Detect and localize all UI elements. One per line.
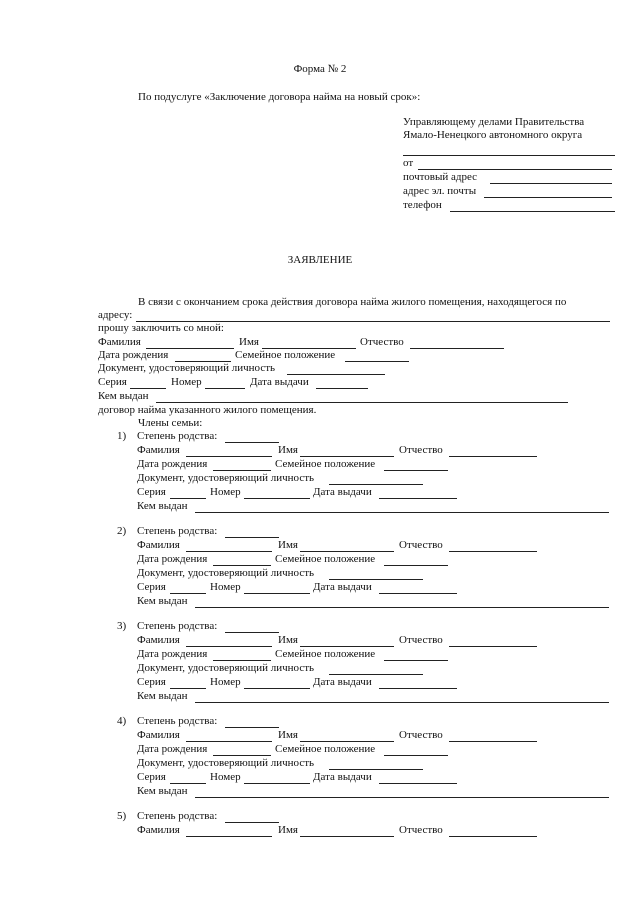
member-series-label: Серия — [137, 581, 166, 593]
member-name-field[interactable] — [300, 741, 394, 742]
member-number: 5) — [117, 810, 127, 822]
subservice-line: По подуслуге «Заключение договора найма на новый срок»: — [138, 91, 421, 103]
member-patronymic-field[interactable] — [449, 456, 537, 457]
member-issued-by-field[interactable] — [195, 797, 609, 798]
member-number: 3) — [117, 620, 127, 632]
member-issued-by-field[interactable] — [195, 607, 609, 608]
member-number: 2) — [117, 525, 127, 537]
member-patronymic-label: Отчество — [399, 539, 443, 551]
member-issued-by-label: Кем выдан — [137, 500, 188, 512]
member-name-label: Имя — [278, 444, 298, 456]
intro-text: В связи с окончанием срока действия договора найма жилого помещения, находящегося по — [138, 296, 567, 308]
member-birth-field[interactable] — [213, 470, 271, 471]
marital-field[interactable] — [345, 361, 409, 362]
member-birth-field[interactable] — [213, 755, 271, 756]
member-series-field[interactable] — [170, 498, 206, 499]
member-patronymic-field[interactable] — [449, 836, 537, 837]
member-marital-field[interactable] — [384, 470, 448, 471]
member-number-field[interactable] — [244, 593, 310, 594]
recipient-line-2: Ямало-Ненецкого автономного округа — [403, 129, 583, 141]
member-issued-by-field[interactable] — [195, 702, 609, 703]
contract-text: договор найма указанного жилого помещения. — [98, 404, 317, 416]
member-relation-label: Степень родства: — [137, 715, 218, 727]
member-issue-date-field[interactable] — [379, 593, 457, 594]
request-text: прошу заключить со мной: — [98, 322, 224, 334]
member-id-doc-label: Документ, удостоверяющий личность — [137, 662, 315, 674]
member-id-doc-field[interactable] — [329, 484, 423, 485]
patronymic-field[interactable] — [410, 348, 504, 349]
member-number-label: Номер — [210, 486, 241, 498]
issue-date-label: Дата выдачи — [250, 376, 309, 388]
member-birth-field[interactable] — [213, 565, 271, 566]
phone-label: телефон — [403, 199, 442, 211]
member-number: 4) — [117, 715, 127, 727]
member-id-doc-field[interactable] — [329, 769, 423, 770]
name-label: Имя — [239, 336, 259, 348]
member-name-label: Имя — [278, 539, 298, 551]
patronymic-label: Отчество — [360, 336, 404, 348]
member-issued-by-label: Кем выдан — [137, 595, 188, 607]
member-surname-field[interactable] — [186, 456, 272, 457]
address-label: адресу: — [98, 309, 133, 321]
member-number: 1) — [117, 430, 127, 442]
member-issued-by-label: Кем выдан — [137, 690, 188, 702]
member-surname-field[interactable] — [186, 646, 272, 647]
member-relation-field[interactable] — [225, 727, 279, 728]
member-relation-label: Степень родства: — [137, 810, 218, 822]
member-name-label: Имя — [278, 824, 298, 836]
member-number-label: Номер — [210, 676, 241, 688]
number-field[interactable] — [205, 388, 245, 389]
series-field[interactable] — [130, 388, 166, 389]
member-issued-by-label: Кем выдан — [137, 785, 188, 797]
member-issue-date-label: Дата выдачи — [313, 581, 372, 593]
member-surname-field[interactable] — [186, 836, 272, 837]
member-surname-label: Фамилия — [137, 824, 180, 836]
member-relation-label: Степень родства: — [137, 620, 218, 632]
member-series-field[interactable] — [170, 688, 206, 689]
id-doc-label: Документ, удостоверяющий личность — [98, 362, 276, 374]
member-number-field[interactable] — [244, 783, 310, 784]
member-name-label: Имя — [278, 634, 298, 646]
member-patronymic-label: Отчество — [399, 634, 443, 646]
member-number-field[interactable] — [244, 688, 310, 689]
postal-field[interactable] — [490, 183, 612, 184]
member-id-doc-label: Документ, удостоверяющий личность — [137, 757, 315, 769]
birth-label: Дата рождения — [98, 349, 169, 361]
member-id-doc-field[interactable] — [329, 674, 423, 675]
surname-label: Фамилия — [98, 336, 141, 348]
member-birth-label: Дата рождения — [137, 648, 208, 660]
member-birth-label: Дата рождения — [137, 458, 208, 470]
member-relation-field[interactable] — [225, 442, 279, 443]
member-name-field[interactable] — [300, 456, 394, 457]
from-label: от — [403, 157, 414, 169]
member-issued-by-field[interactable] — [195, 512, 609, 513]
member-patronymic-field[interactable] — [449, 741, 537, 742]
family-heading: Члены семьи: — [138, 417, 203, 429]
member-series-field[interactable] — [170, 783, 206, 784]
member-patronymic-label: Отчество — [399, 824, 443, 836]
member-issue-date-label: Дата выдачи — [313, 771, 372, 783]
member-series-field[interactable] — [170, 593, 206, 594]
email-label: адрес эл. почты — [403, 185, 477, 197]
member-relation-label: Степень родства: — [137, 430, 218, 442]
member-name-field[interactable] — [300, 646, 394, 647]
email-field[interactable] — [484, 197, 612, 198]
issued-by-field[interactable] — [156, 402, 568, 403]
member-surname-label: Фамилия — [137, 444, 180, 456]
member-birth-field[interactable] — [213, 660, 271, 661]
member-relation-field[interactable] — [225, 537, 279, 538]
member-name-field[interactable] — [300, 551, 394, 552]
member-number-label: Номер — [210, 771, 241, 783]
document-title: ЗАЯВЛЕНИЕ — [287, 254, 353, 266]
member-marital-field[interactable] — [384, 755, 448, 756]
member-issue-date-label: Дата выдачи — [313, 486, 372, 498]
member-surname-label: Фамилия — [137, 539, 180, 551]
member-series-label: Серия — [137, 676, 166, 688]
member-marital-label: Семейное положение — [275, 648, 376, 660]
member-number-field[interactable] — [244, 498, 310, 499]
recipient-blank-line[interactable] — [403, 155, 615, 156]
member-id-doc-field[interactable] — [329, 579, 423, 580]
member-patronymic-label: Отчество — [399, 729, 443, 741]
member-marital-label: Семейное положение — [275, 458, 376, 470]
member-marital-label: Семейное положение — [275, 743, 376, 755]
member-marital-label: Семейное положение — [275, 553, 376, 565]
member-surname-label: Фамилия — [137, 634, 180, 646]
series-label: Серия — [98, 376, 127, 388]
member-surname-label: Фамилия — [137, 729, 180, 741]
member-birth-label: Дата рождения — [137, 743, 208, 755]
member-surname-field[interactable] — [186, 741, 272, 742]
member-id-doc-label: Документ, удостоверяющий личность — [137, 567, 315, 579]
member-relation-field[interactable] — [225, 822, 279, 823]
phone-field[interactable] — [450, 211, 615, 212]
marital-label: Семейное положение — [235, 349, 336, 361]
member-marital-field[interactable] — [384, 565, 448, 566]
member-surname-field[interactable] — [186, 551, 272, 552]
member-series-label: Серия — [137, 486, 166, 498]
member-issue-date-field[interactable] — [379, 498, 457, 499]
member-issue-date-field[interactable] — [379, 688, 457, 689]
member-marital-field[interactable] — [384, 660, 448, 661]
member-id-doc-label: Документ, удостоверяющий личность — [137, 472, 315, 484]
member-birth-label: Дата рождения — [137, 553, 208, 565]
recipient-line-1: Управляющему делами Правительства — [403, 116, 585, 128]
form-number: Форма № 2 — [293, 63, 347, 75]
member-name-label: Имя — [278, 729, 298, 741]
member-series-label: Серия — [137, 771, 166, 783]
from-field[interactable] — [418, 169, 612, 170]
number-label: Номер — [171, 376, 202, 388]
issued-by-label: Кем выдан — [98, 390, 149, 402]
member-relation-label: Степень родства: — [137, 525, 218, 537]
member-patronymic-label: Отчество — [399, 444, 443, 456]
member-issue-date-label: Дата выдачи — [313, 676, 372, 688]
member-patronymic-field[interactable] — [449, 646, 537, 647]
member-patronymic-field[interactable] — [449, 551, 537, 552]
member-issue-date-field[interactable] — [379, 783, 457, 784]
member-relation-field[interactable] — [225, 632, 279, 633]
id-doc-field[interactable] — [287, 374, 385, 375]
postal-label: почтовый адрес — [403, 171, 478, 183]
issue-date-field[interactable] — [316, 388, 368, 389]
member-name-field[interactable] — [300, 836, 394, 837]
member-number-label: Номер — [210, 581, 241, 593]
